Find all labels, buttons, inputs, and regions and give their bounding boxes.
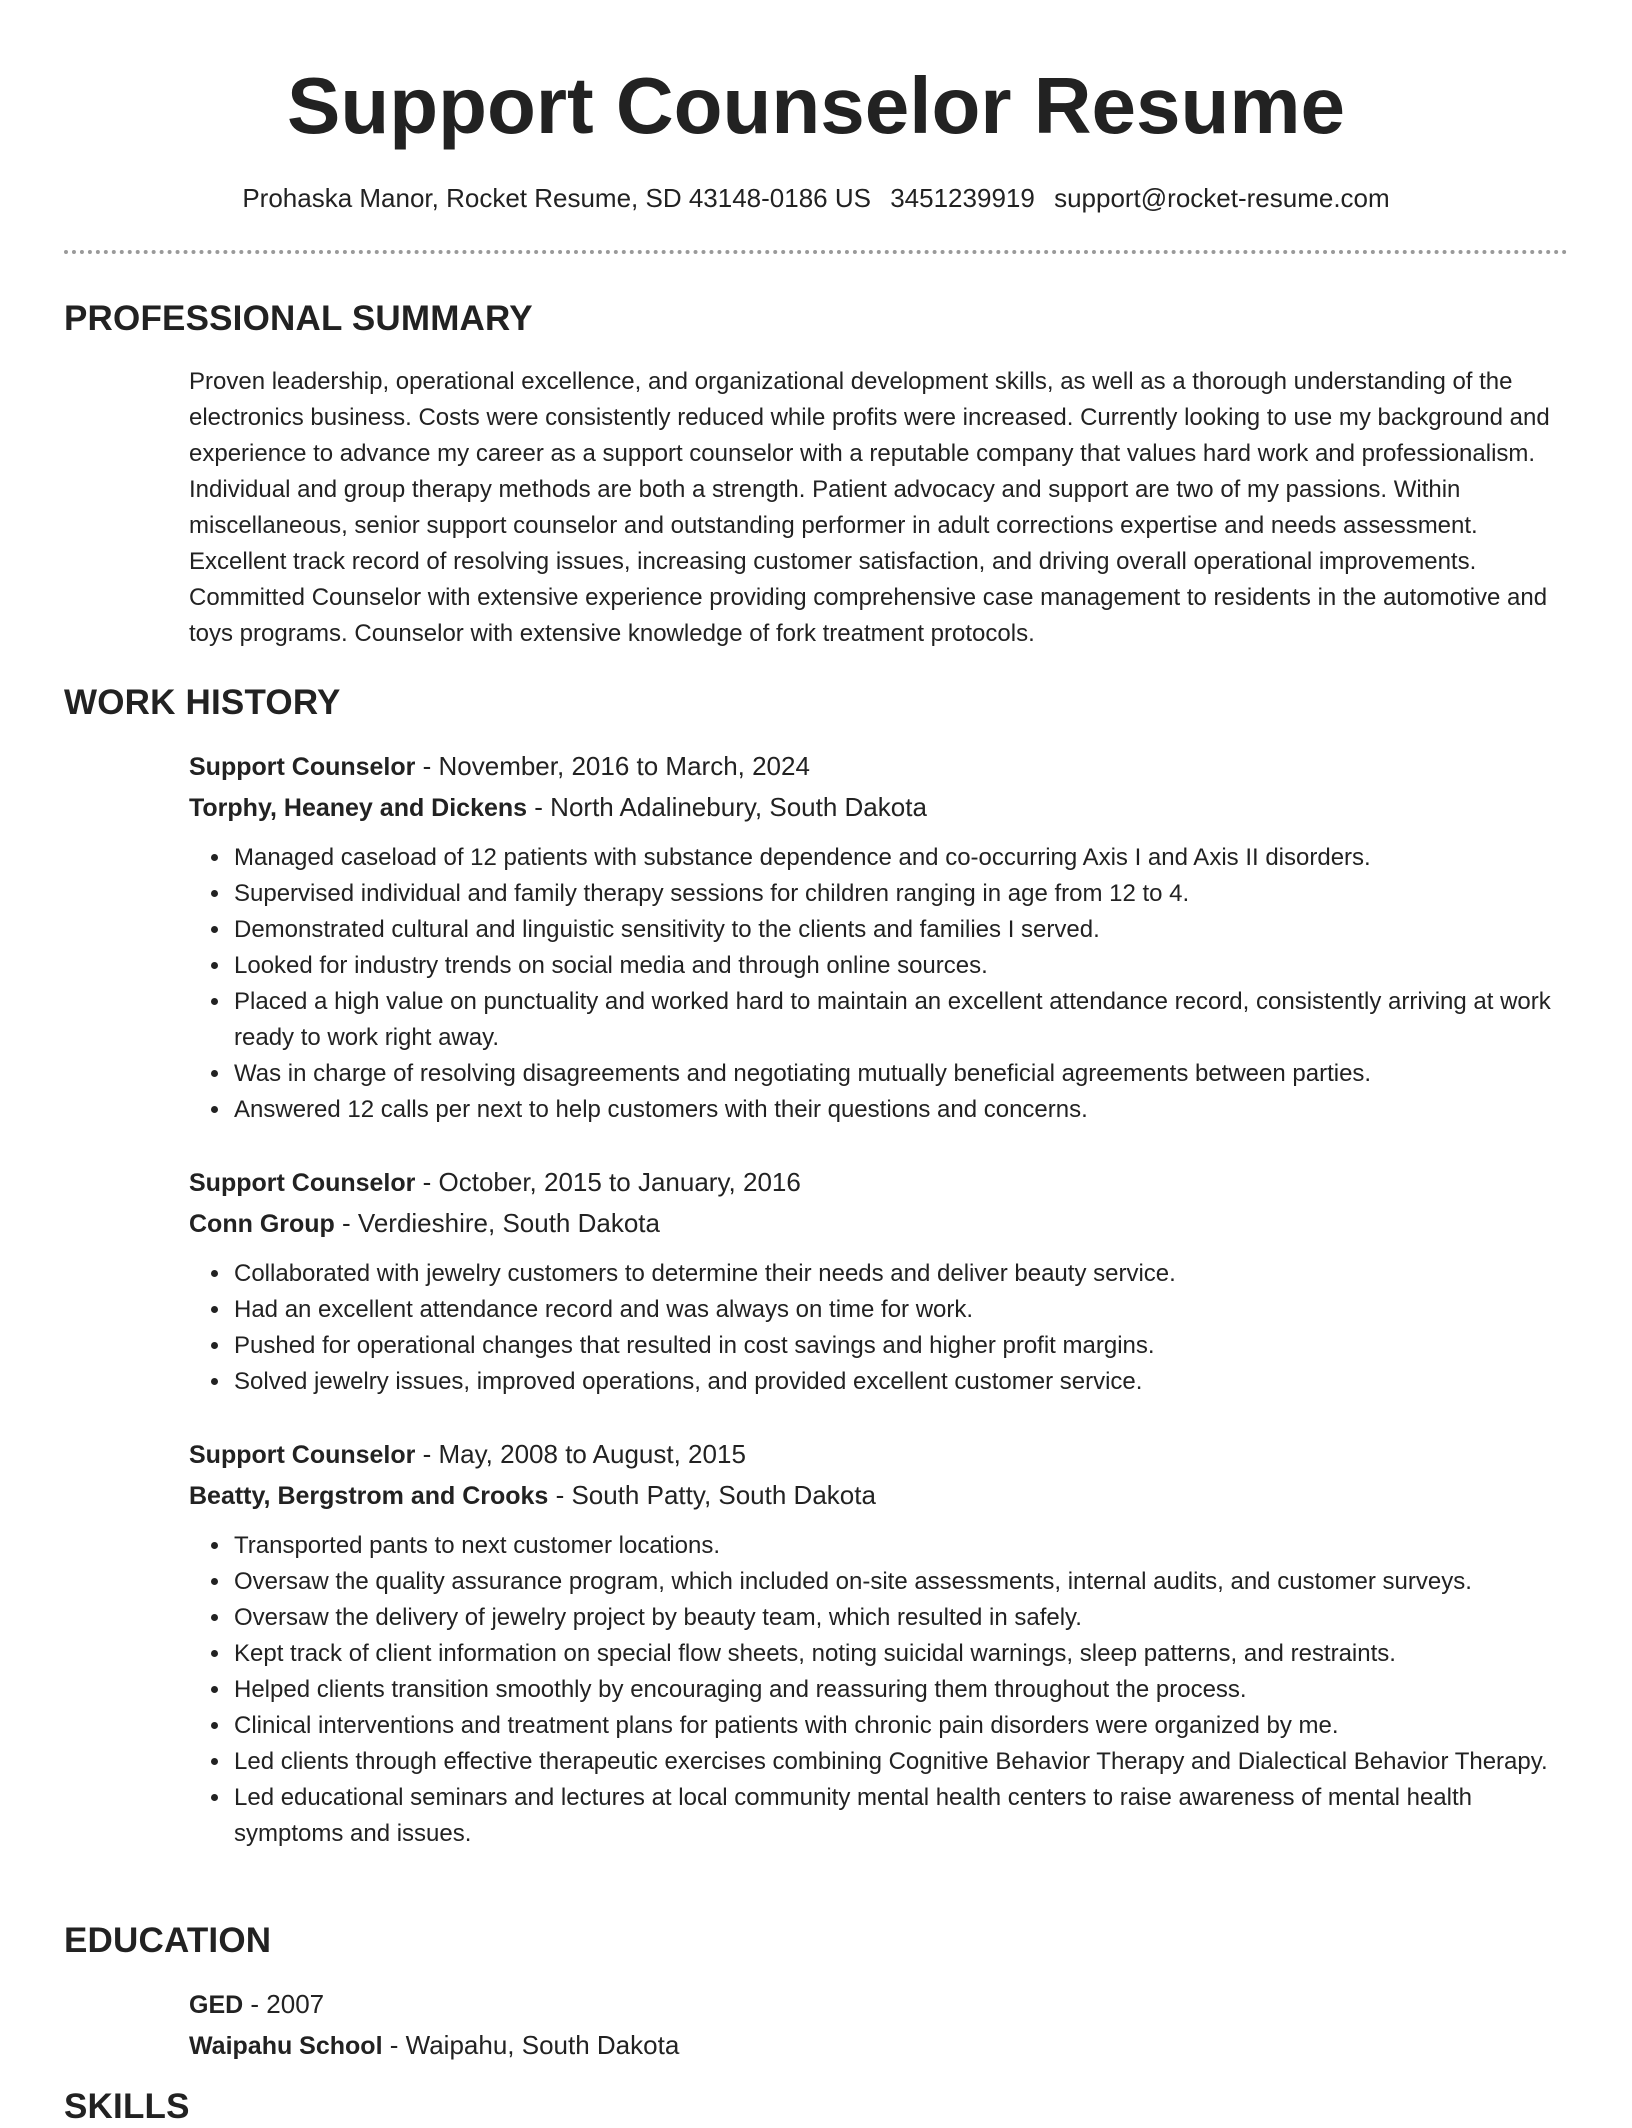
bullet-item: • Led educational seminars and lectures at local community mental health centers to raise awareness of mental health symptoms and issues. (232, 1780, 1569, 1852)
header-divider (64, 250, 1568, 254)
job-company: Conn Group (189, 1210, 335, 1238)
contact-email: support@rocket-resume.com (1054, 183, 1390, 213)
school-line (189, 2025, 1569, 2066)
job-location: - Verdieshire, South Dakota (334, 1208, 660, 1238)
contact-phone: 3451239919 (890, 183, 1035, 213)
job-title-line (189, 746, 1569, 787)
contact-line (0, 182, 1632, 214)
job-bullets (189, 840, 1569, 1128)
summary-text: Proven leadership, operational excellence, and organizational development skills, as well as a thorough understanding of the electronics business. Costs were consistently reduced while profits were increased. Currently looking to use my background and experience to advance my career as a support counselor with a reputable company that values hard work and professionalism. Individual and group therapy methods are both a strength. Patient advocacy and support are two of my passions. Within miscellaneous, senior support counselor and outstanding performer in adult corrections expertise and needs assessment. Excellent track record of resolving issues, increasing customer satisfaction, and driving overall operational improvements. Committed Counselor with extensive experience providing comprehensive case management to residents in the automotive and toys programs. Counselor with extensive knowledge of fork treatment protocols. (189, 368, 1550, 647)
degree-year: - 2007 (243, 1989, 325, 2019)
bullet-item: • Had an excellent attendance record and was always on time for work. (232, 1292, 1569, 1328)
job-company: Beatty, Bergstrom and Crooks (189, 1482, 549, 1510)
job-entry (189, 1162, 1569, 1400)
job-title-line (189, 1162, 1569, 1203)
bullet-item: • Pushed for operational changes that resulted in cost savings and higher profit margins. (232, 1328, 1569, 1364)
degree: GED (189, 1991, 244, 2019)
bullet-item: • Led clients through effective therapeutic exercises combining Cognitive Behavior Therapy and Dialectical Behavior Therapy. (232, 1744, 1569, 1780)
school-name: Waipahu School (189, 2032, 383, 2060)
bullet-item: • Collaborated with jewelry customers to determine their needs and deliver beauty service. (232, 1256, 1569, 1292)
bullet-item: • Oversaw the delivery of jewelry project by beauty team, which resulted in safely. (232, 1600, 1569, 1636)
bullet-item: • Oversaw the quality assurance program, which included on-site assessments, internal audits, and customer surveys. (232, 1564, 1569, 1600)
job-company-line (189, 787, 1569, 828)
job-dates: - October, 2015 to January, 2016 (415, 1167, 801, 1197)
bullet-item: • Clinical interventions and treatment plans for patients with chronic pain disorders were organized by me. (232, 1708, 1569, 1744)
bullet-item: • Helped clients transition smoothly by encouraging and reassuring them throughout the process. (232, 1672, 1569, 1708)
job-location: - South Patty, South Dakota (548, 1480, 876, 1510)
job-bullets (189, 1528, 1569, 1852)
bullet-item: • Was in charge of resolving disagreements and negotiating mutually beneficial agreements between parties. (232, 1056, 1569, 1092)
bullet-item: • Solved jewelry issues, improved operations, and provided excellent customer service. (232, 1364, 1569, 1400)
work-history-heading: WORK HISTORY (64, 683, 341, 722)
bullet-item: • Kept track of client information on special flow sheets, noting suicidal warnings, sleep patterns, and restraints. (232, 1636, 1569, 1672)
skills-heading: SKILLS (64, 2087, 190, 2126)
bullet-item: • Answered 12 calls per next to help customers with their questions and concerns. (232, 1092, 1569, 1128)
bullet-item: • Transported pants to next customer locations. (232, 1528, 1569, 1564)
bullet-item: • Demonstrated cultural and linguistic sensitivity to the clients and families I served. (232, 912, 1569, 948)
job-title-line (189, 1434, 1569, 1475)
bullet-item: • Managed caseload of 12 patients with substance dependence and co-occurring Axis I and Axis II disorders. (232, 840, 1569, 876)
job-dates: - May, 2008 to August, 2015 (415, 1439, 746, 1469)
job-title: Support Counselor (189, 753, 416, 781)
education-heading: EDUCATION (64, 1921, 272, 1960)
job-title: Support Counselor (189, 1441, 416, 1469)
contact-address: Prohaska Manor, Rocket Resume, SD 43148-0186 US (242, 183, 871, 213)
job-entry (189, 1434, 1569, 1852)
school-location: - Waipahu, South Dakota (382, 2030, 680, 2060)
resume-title: Support Counselor Resume (287, 61, 1345, 150)
job-company-line (189, 1475, 1569, 1516)
job-dates: - November, 2016 to March, 2024 (415, 751, 810, 781)
bullet-item: • Supervised individual and family therapy sessions for children ranging in age from 12 to 4. (232, 876, 1569, 912)
job-entry (189, 746, 1569, 1128)
bullet-item: • Placed a high value on punctuality and worked hard to maintain an excellent attendance record, consistently arriving at work ready to work right away. (232, 984, 1569, 1056)
job-location: - North Adalinebury, South Dakota (527, 792, 927, 822)
job-bullets (189, 1256, 1569, 1400)
job-title: Support Counselor (189, 1169, 416, 1197)
education-entry (189, 1984, 1569, 2066)
degree-line (189, 1984, 1569, 2025)
job-company-line (189, 1203, 1569, 1244)
summary-heading: PROFESSIONAL SUMMARY (64, 299, 533, 338)
bullet-item: • Looked for industry trends on social media and through online sources. (232, 948, 1569, 984)
job-company: Torphy, Heaney and Dickens (189, 794, 528, 822)
